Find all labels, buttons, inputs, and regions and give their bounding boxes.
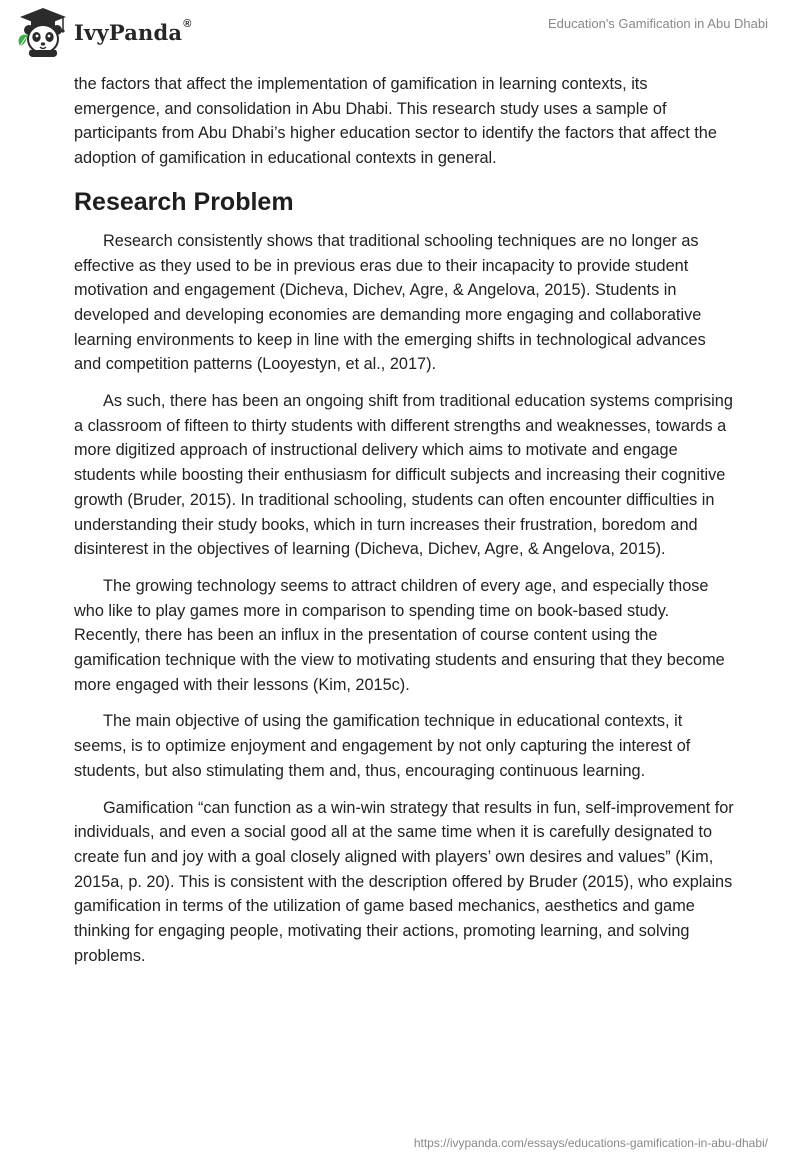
panda-graduate-icon <box>14 6 72 58</box>
essay-content <box>74 72 734 981</box>
body-paragraph: Gamification “can function as a win-win strategy that results in fun, self-improvement for individuals, and even a social good all at the same time when it is carefully designated to create fun and joy with a goal closely aligned with players’ own desires and values” (Kim, 2015a, p. 20). This is consistent with the description offered by Bruder (2015), who explains gamification in terms of the utilization of game based mechanics, aesthetics and game thinking for engaging people, motivating their actions, promoting learning, and solving problems. <box>74 798 734 965</box>
page-header <box>0 0 800 60</box>
brand-name: IvyPanda® <box>74 17 192 45</box>
registered-mark: ® <box>183 17 192 30</box>
body-paragraph: The main objective of using the gamification technique in educational contexts, it seems, is to optimize enjoyment and engagement by not only capturing the interest of students, but also stimulating them and, thus, encouraging continuous learning. <box>74 712 691 780</box>
body-paragraph: Research consistently shows that traditional schooling techniques are no longer as effective as they used to be in previous eras due to their incapacity to provide student motivation and engagement (Dicheva, Dichev, Agre, & Angelova, 2015). Students in developed and developing economies are demanding more engaging and collaborative learning environments to keep in line with the emerging shifts in technological advances and competition patterns (Looyestyn, et al., 2017). <box>74 231 706 374</box>
ivypanda-logo-link[interactable] <box>14 6 192 58</box>
source-url-link[interactable]: https://ivypanda.com/essays/educations-gamification-in-abu-dhabi/ <box>413 1136 768 1150</box>
intro-paragraph: the factors that affect the implementation of gamification in learning contexts, its emergence, and consolidation in Abu Dhabi. This research study uses a sample of participants from Abu Dhabi’s higher education sector to identify the factors that affect the adoption of gamification in educational contexts in general. <box>74 75 717 168</box>
document-title: Education's Gamification in Abu Dhabi <box>548 16 768 31</box>
section-heading: Research Problem <box>74 187 294 216</box>
body-paragraph: The growing technology seems to attract children of every age, and especially those who like to play games more in comparison to spending time on book-based study. Recently, there has been an influx in the presentation of course content using the gamification technique with the view to motivating students and ensuring that they become more engaged with their lessons (Kim, 2015c). <box>74 576 725 694</box>
body-paragraph: As such, there has been an ongoing shift from traditional education systems comprising a classroom of fifteen to thirty students with different strengths and weaknesses, towards a more digitized approach of instructional delivery which aims to motivate and engage students while boosting their enthusiasm for difficult subjects and increasing their cognitive growth (Bruder, 2015). In traditional schooling, students can often encounter difficulties in understanding their study books, which in turn increases their frustration, boredom and disinterest in the objectives of learning (Dicheva, Dichev, Agre, & Angelova, 2015). <box>74 392 733 559</box>
